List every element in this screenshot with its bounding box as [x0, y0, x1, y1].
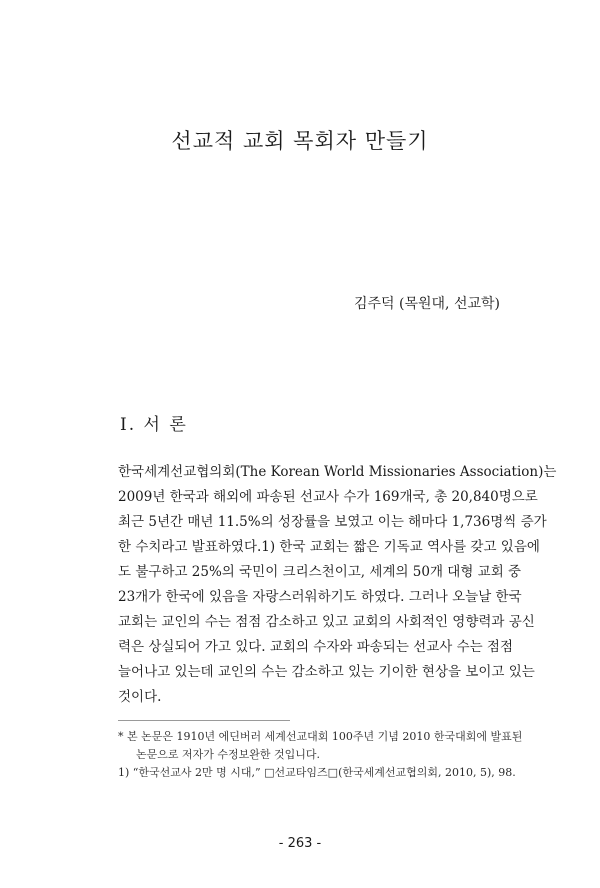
paragraph-line: 것이다. [118, 689, 162, 705]
paragraph-line: 교회는 교인의 수는 점점 감소하고 있고 교회의 사회적인 영향력과 공신 [118, 614, 535, 630]
paragraph-line: 력은 상실되어 가고 있다. 교회의 수자와 파송되는 선교사 수는 점점 [118, 639, 514, 655]
footnote-divider [118, 720, 290, 721]
footnote-1: 1) “한국선교사 2만 명 시대,” □선교타임즈□(한국세계선교협의회, 2010, 5), 98. [118, 766, 516, 779]
footnote-star-continuation: 논문으로 저자가 수정보완한 것입니다. [136, 748, 321, 761]
paragraph-line: 23개가 한국에 있음을 자랑스러워하기도 하였다. 그러나 오늘날 한국 [118, 589, 522, 605]
paragraph-line: 한국세계선교협의회(The Korean World Missionaries Association)는 [118, 464, 557, 480]
section-heading: I. 서 론 [120, 415, 188, 435]
body-paragraph [118, 460, 557, 710]
paragraph-line: 한 수치라고 발표하였다.1) 한국 교회는 짧은 기독교 역사를 갖고 있음에 [118, 539, 540, 555]
footnotes [118, 728, 523, 782]
paper-title: 선교적 교회 목회자 만들기 [171, 129, 429, 153]
footnote-star-line: * 본 논문은 1910년 에딘버러 세계선교대회 100주년 기념 2010 한국대회에 발표된 [118, 730, 523, 743]
paragraph-line: 도 불구하고 25%의 국민이 크리스천이고, 세계의 50개 대형 교회 중 [118, 564, 522, 580]
paragraph-line: 2009년 한국과 해외에 파송된 선교사 수가 169개국, 총 20,840명으로 [118, 489, 538, 505]
paragraph-line: 늘어나고 있는데 교인의 수는 감소하고 있는 기이한 현상을 보이고 있는 [118, 664, 535, 680]
page-number: - 263 - [278, 836, 322, 851]
author-line: 김주덕 (목원대, 선교학) [354, 296, 500, 312]
paragraph-line: 최근 5년간 매년 11.5%의 성장률을 보였고 이는 해마다 1,736명씩 증가 [118, 514, 547, 530]
